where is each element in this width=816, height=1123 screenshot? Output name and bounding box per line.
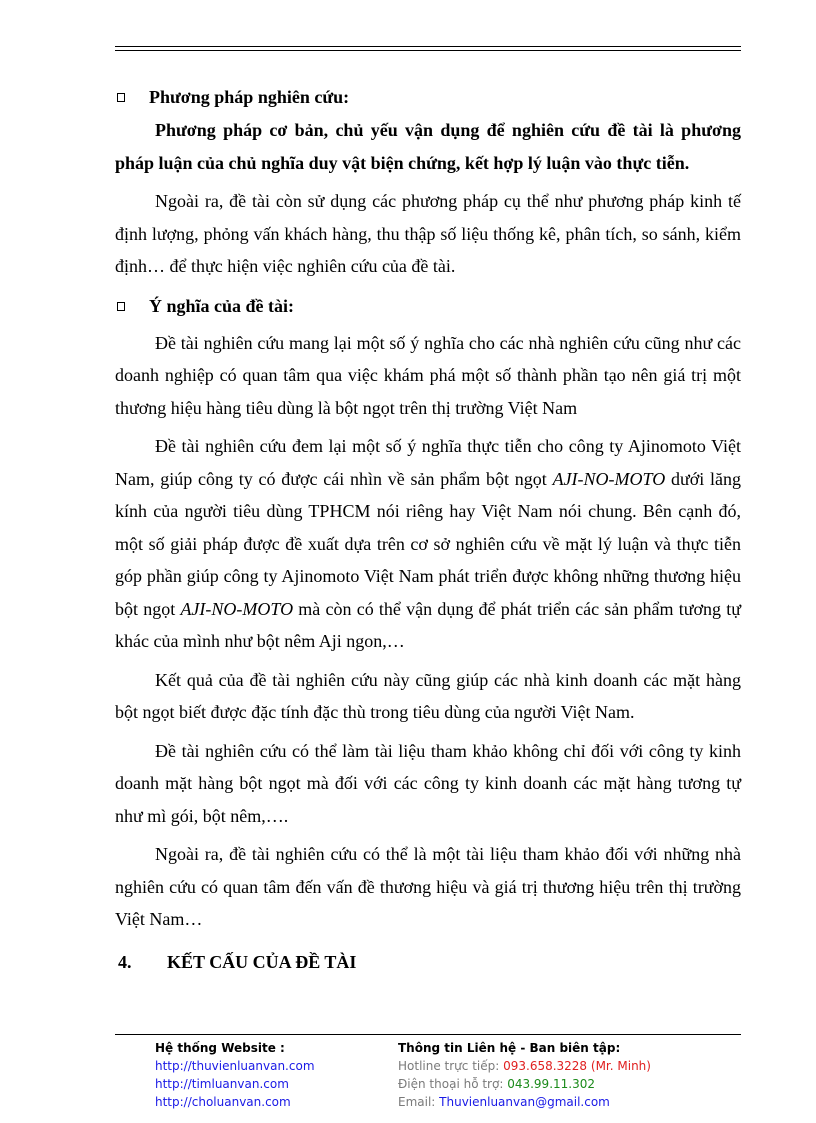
contact-heading: Thông tin Liên hệ - Ban biên tập: [398, 1041, 621, 1055]
website-link[interactable]: http://thuvienluanvan.com [155, 1059, 315, 1073]
meaning-paragraph-5: Ngoài ra, đề tài nghiên cứu có thể là một tài liệu tham khảo đối với những nhà nghiên cứu có quan tâm đến vấn đề thương hiệu và giá trị thương hiệu trên thị trường Việt Nam… [115, 844, 741, 929]
footer-rule [115, 1034, 741, 1035]
method-paragraph-2: Ngoài ra, đề tài còn sử dụng các phương pháp cụ thể như phương pháp kinh tế định lượng, phỏng vấn khách hàng, thu thập số liệu thống kê, phân tích, so sánh, kiểm định… để thực hiện việc nghiên cứu của đề tài. [115, 191, 741, 276]
website-link[interactable]: http://choluanvan.com [155, 1095, 291, 1109]
email-link[interactable]: Thuvienluanvan@gmail.com [439, 1095, 610, 1109]
section-number: 4. [118, 951, 132, 972]
meaning-heading-row [115, 289, 741, 323]
brand-name: AJI-NO-MOTO [180, 598, 294, 619]
document-body [115, 80, 741, 982]
website-link[interactable]: http://timluanvan.com [155, 1077, 289, 1091]
support-row: Điện thoại hỗ trợ: 043.99.11.302 [398, 1077, 595, 1091]
brand-name: AJI-NO-MOTO [552, 468, 666, 489]
square-bullet-icon [117, 93, 125, 102]
hotline-row: Hotline trực tiếp: 093.658.3228 (Mr. Minh) [398, 1059, 651, 1073]
meaning-heading: Ý nghĩa của đề tài: [149, 295, 295, 316]
square-bullet-icon [117, 302, 125, 311]
method-heading-row [115, 80, 741, 114]
support-number: 043.99.11.302 [507, 1077, 595, 1091]
meaning-paragraph-1: Đề tài nghiên cứu mang lại một số ý nghĩa cho các nhà nghiên cứu cũng như các doanh nghiệp có quan tâm qua việc khám phá một số thành phần tạo nên giá trị một thương hiệu hàng tiêu dùng là bột ngọt trên thị trường Việt Nam [115, 332, 741, 418]
footer-websites [155, 1039, 395, 1111]
meaning-paragraph-3: Kết quả của đề tài nghiên cứu này cũng giúp các nhà kinh doanh các mặt hàng bột ngọt biết được đặc tính đặc thù trong tiêu dùng của người Việt Nam. [115, 669, 741, 722]
method-heading: Phương pháp nghiên cứu: [149, 87, 350, 107]
method-paragraph-1: Phương pháp cơ bản, chủ yếu vận dụng để nghiên cứu đề tài là phương pháp luận của chủ nghĩa duy vật biện chứng, kết hợp lý luận vào thực tiễn. [115, 120, 741, 173]
websites-heading: Hệ thống Website : [155, 1041, 285, 1055]
email-row: Email: Thuvienluanvan@gmail.com [398, 1095, 610, 1109]
meaning-paragraph-4: Đề tài nghiên cứu có thể làm tài liệu tham khảo không chỉ đối với công ty kinh doanh mặt hàng bột ngọt mà đối với các công ty kinh doanh các mặt hàng tương tự như mì gói, bột nêm,…. [115, 740, 741, 826]
section-heading [115, 942, 741, 982]
section-title: KẾT CẤU CỦA ĐỀ TÀI [167, 951, 357, 972]
footer-contact [398, 1039, 738, 1111]
header-rule-double [115, 50, 741, 51]
header-rule [115, 46, 741, 47]
hotline-number: 093.658.3228 (Mr. Minh) [503, 1059, 651, 1073]
meaning-paragraph-2: Đề tài nghiên cứu đem lại một số ý nghĩa thực tiễn cho công ty Ajinomoto Việt Nam, giúp công ty có được cái nhìn về sản phẩm bột ngọt AJI-NO-MOTO dưới lăng kính của người tiêu dùng TPHCM nói riêng hay Việt Nam nói chung. Bên cạnh đó, một số giải pháp được đề xuất dựa trên cơ sở nghiên cứu về mặt lý luận và thực tiễn góp phần giúp công ty Ajinomoto Việt Nam phát triển được không những thương hiệu bột ngọt AJI-NO-MOTO mà còn có thể vận dụng để phát triển các sản phẩm tương tự khác của mình như bột nêm Aji ngon,… [115, 436, 742, 651]
